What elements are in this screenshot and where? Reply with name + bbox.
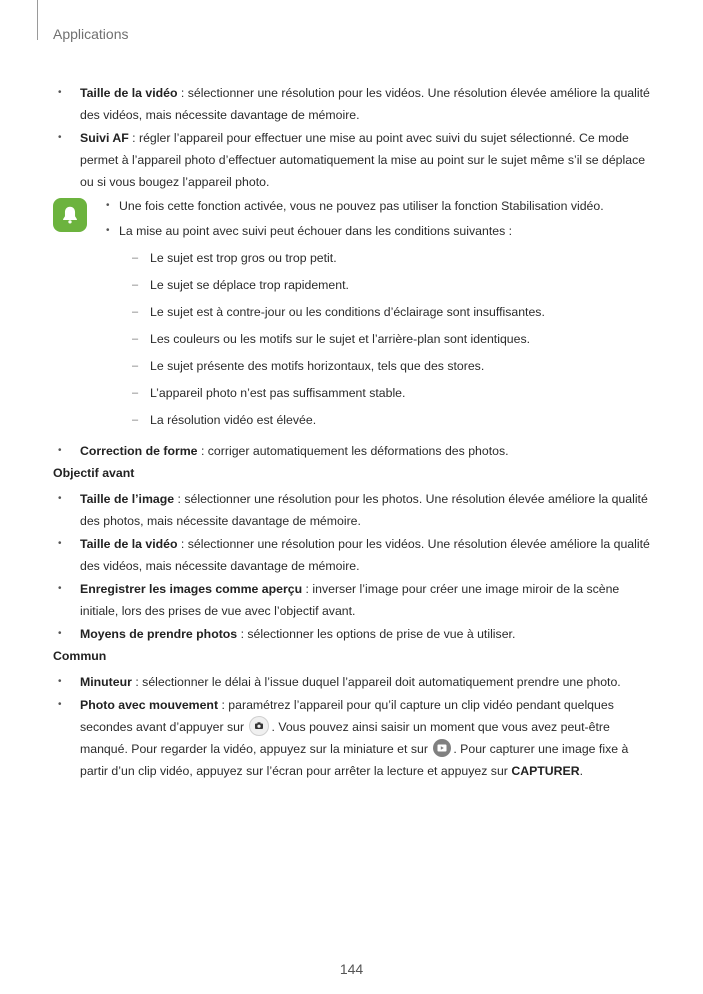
condition-item: – Le sujet se déplace trop rapidement. <box>96 274 653 296</box>
section-heading-common: Commun <box>53 649 107 663</box>
item-desc: . Vous pouvez ainsi saisir un moment que vous avez peut-être manqué. Pour regarder la vidéo, appuyez sur la miniature et sur <box>80 720 610 756</box>
item-term: Taille de l’image <box>80 492 175 506</box>
list-item <box>53 440 653 462</box>
item-desc: : paramétrez l’appareil pour qu’il capture un clip vidéo pendant quelques secondes avant d’appuyer sur <box>80 698 614 734</box>
condition-item: – Le sujet présente des motifs horizontaux, tels que des stores. <box>96 355 653 377</box>
note-item: • Une fois cette fonction activée, vous ne pouvez pas utiliser la fonction Stabilisation vidéo. <box>96 195 653 217</box>
item-desc: : sélectionner les options de prise de vue à utiliser. <box>237 627 516 641</box>
corner-rule <box>37 0 38 40</box>
item-term: Taille de la vidéo <box>80 86 178 100</box>
item-desc: : inverser l’image pour créer une image miroir de la scène initiale, lors des prises de vue avec l’objectif avant. <box>80 582 620 618</box>
item-desc: : sélectionner une résolution pour les vidéos. Une résolution élevée améliore la qualité des vidéos, mais nécessite davantage de mémoire. <box>80 537 650 573</box>
condition-item: – Les couleurs ou les motifs sur le sujet et l’arrière-plan sont identiques. <box>96 328 653 350</box>
capture-label: CAPTURER <box>511 764 580 778</box>
note-box <box>53 195 653 431</box>
list-item <box>53 488 653 532</box>
condition-item: – Le sujet est à contre-jour ou les conditions d’éclairage sont insuffisantes. <box>96 301 653 323</box>
play-video-icon <box>433 739 451 757</box>
list-item <box>53 578 653 622</box>
list-item <box>53 623 653 645</box>
bell-icon <box>53 198 87 232</box>
section-heading-front: Objectif avant <box>53 466 135 480</box>
condition-item: – Le sujet est trop gros ou trop petit. <box>96 247 653 269</box>
page-content <box>53 82 653 782</box>
item-desc: : sélectionner une résolution pour les vidéos. Une résolution élevée améliore la qualité des vidéos, mais nécessite davantage de mémoire. <box>80 86 650 122</box>
list-item <box>53 127 653 193</box>
item-term: Minuteur <box>80 675 132 689</box>
item-term: Suivi AF <box>80 131 129 145</box>
item-desc: : sélectionner une résolution pour les photos. Une résolution élevée améliore la qualité des photos, mais nécessite davantage de mémoire. <box>80 492 648 528</box>
list-item <box>53 671 653 693</box>
condition-item: – L’appareil photo n’est pas suffisamment stable. <box>96 382 653 404</box>
list-item <box>53 694 653 782</box>
list-item <box>53 82 653 126</box>
item-term: Photo avec mouvement <box>80 698 219 712</box>
item-term: Correction de forme <box>80 444 198 458</box>
header-title: Applications <box>53 26 129 42</box>
camera-icon <box>249 716 269 736</box>
item-term: Moyens de prendre photos <box>80 627 238 641</box>
item-desc: . Pour capturer une image fixe à partir d’un clip vidéo, appuyez sur l’écran pour arrêter la lecture et appuyez sur <box>80 742 629 778</box>
item-term: Enregistrer les images comme aperçu <box>80 582 303 596</box>
page-number: 144 <box>339 961 364 977</box>
item-desc: : régler l’appareil pour effectuer une mise au point avec suivi du sujet sélectionné. Ce mode permet à l’appareil photo d’effectuer automatiquement la mise au point sur le sujet même s’il se déplace ou si vous bougez l’appareil photo. <box>80 131 646 189</box>
condition-item: – La résolution vidéo est élevée. <box>96 409 653 431</box>
list-item <box>53 533 653 577</box>
item-desc: . <box>579 764 584 778</box>
item-desc: : corriger automatiquement les déformations des photos. <box>197 444 509 458</box>
note-item: • La mise au point avec suivi peut échouer dans les conditions suivantes : <box>96 220 653 242</box>
item-desc: : sélectionner le délai à l’issue duquel l’appareil doit automatiquement prendre une photo. <box>131 675 621 689</box>
item-term: Taille de la vidéo <box>80 537 178 551</box>
